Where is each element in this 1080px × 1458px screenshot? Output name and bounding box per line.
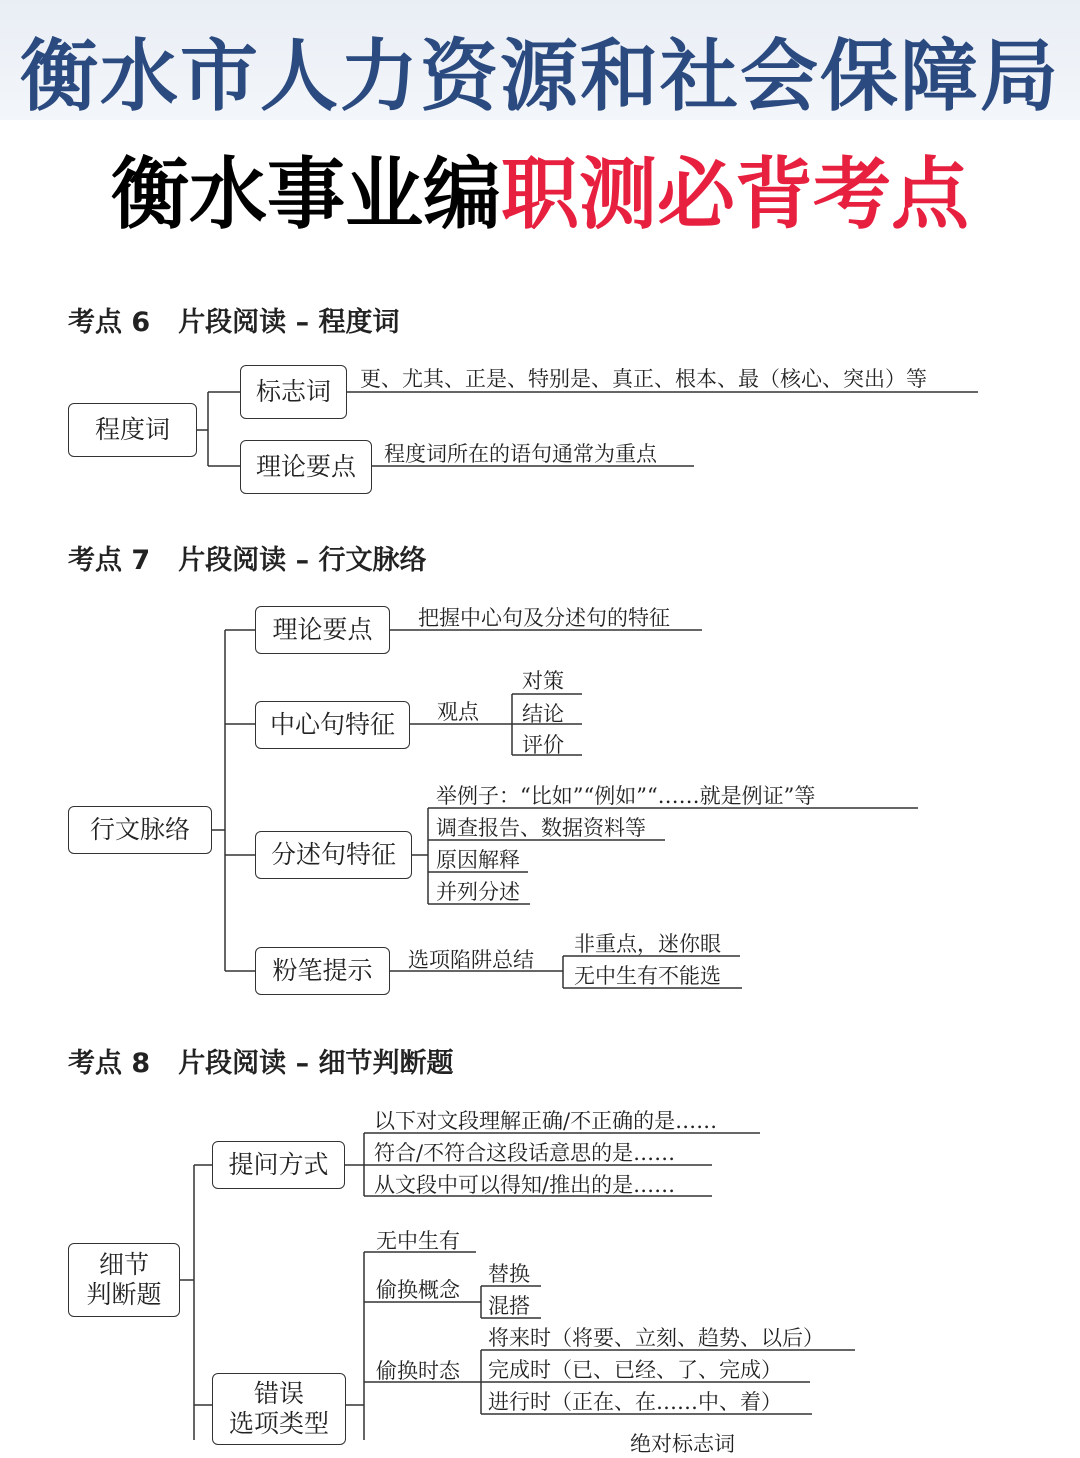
page-title-red: 职测必背考点 bbox=[501, 150, 970, 240]
s7-tips-leaf: 无中生有不能选 bbox=[574, 964, 721, 988]
s8-sub-fabrication: 无中生有 bbox=[376, 1229, 460, 1253]
s6-branch-theory: 理论要点 bbox=[240, 440, 372, 494]
page-title-black: 衡水事业编 bbox=[110, 150, 501, 240]
s7-tips-trap-summary: 选项陷阱总结 bbox=[408, 948, 534, 972]
s8-wrong-line2: 选项类型 bbox=[228, 1409, 329, 1438]
section-7-heading bbox=[68, 538, 427, 577]
s8-tense-leaf: 进行时（正在、在……中、着） bbox=[488, 1390, 782, 1414]
section-8-title: 片段阅读 – 细节判断题 bbox=[178, 1048, 454, 1079]
s8-concept-leaf: 替换 bbox=[488, 1262, 530, 1286]
s8-branch-wrong-options bbox=[212, 1373, 346, 1445]
s8-root-line2: 判断题 bbox=[86, 1280, 162, 1309]
s7-central-leaf: 结论 bbox=[522, 702, 564, 726]
s7-tips-leaf: 非重点，迷你眼 bbox=[574, 932, 721, 956]
s8-tense-leaf: 完成时（已、已经、了、完成） bbox=[488, 1358, 782, 1382]
s8-tense-leaf: 将来时（将要、立刻、趋势、以后） bbox=[488, 1326, 824, 1350]
section-8-heading bbox=[68, 1041, 454, 1080]
s8-question-leaf: 符合/不符合这段话意思的是…… bbox=[374, 1141, 676, 1165]
s6-markers-text: 更、尤其、正是、特别是、真正、根本、最（核心、突出）等 bbox=[360, 367, 927, 391]
s8-sub-concept-swap: 偷换概念 bbox=[376, 1278, 460, 1302]
s8-root-line1: 细节 bbox=[98, 1250, 149, 1279]
s8-question-leaf: 以下对文段理解正确/不正确的是…… bbox=[374, 1109, 718, 1133]
s8-sub-tense-swap: 偷换时态 bbox=[376, 1359, 460, 1383]
s8-question-leaf: 从文段中可以得知/推出的是…… bbox=[374, 1173, 676, 1197]
banner-title: 衡水市人力资源和社会保障局 bbox=[19, 32, 1060, 122]
s7-supporting-leaf: 调查报告、数据资料等 bbox=[436, 816, 646, 840]
s7-theory-text: 把握中心句及分述句的特征 bbox=[418, 606, 670, 630]
s8-concept-leaf: 混搭 bbox=[488, 1294, 530, 1318]
s7-root-node: 行文脉络 bbox=[68, 806, 212, 854]
s6-theory-text: 程度词所在的语句通常为重点 bbox=[384, 442, 657, 466]
s7-central-viewpoint: 观点 bbox=[437, 700, 479, 724]
s7-supporting-leaf: 原因解释 bbox=[436, 848, 520, 872]
section-6-number: 考点 6 bbox=[68, 307, 151, 338]
section-7-number: 考点 7 bbox=[68, 545, 151, 576]
s8-sub-absolute-words: 绝对标志词 bbox=[630, 1432, 735, 1456]
s7-branch-central: 中心句特征 bbox=[255, 701, 410, 749]
s6-root-node: 程度词 bbox=[68, 403, 197, 457]
s7-central-leaf: 评价 bbox=[522, 733, 564, 757]
s7-branch-supporting: 分述句特征 bbox=[255, 831, 412, 879]
s7-supporting-leaf: 并列分述 bbox=[436, 880, 520, 904]
s8-root-node bbox=[68, 1243, 180, 1317]
s7-branch-theory: 理论要点 bbox=[255, 606, 390, 654]
s8-branch-question-style: 提问方式 bbox=[212, 1141, 345, 1189]
section-8-number: 考点 8 bbox=[68, 1048, 151, 1079]
section-7-title: 片段阅读 – 行文脉络 bbox=[178, 545, 427, 576]
section-6-heading bbox=[68, 300, 400, 339]
s6-branch-markers: 标志词 bbox=[240, 365, 347, 419]
s7-branch-tips: 粉笔提示 bbox=[255, 947, 390, 995]
s8-wrong-line1: 错误 bbox=[253, 1379, 304, 1408]
section-6-title: 片段阅读 – 程度词 bbox=[178, 307, 400, 338]
s7-supporting-leaf: 举例子：“比如”“例如”“……就是例证”等 bbox=[436, 784, 816, 808]
s7-central-leaf: 对策 bbox=[522, 669, 564, 693]
